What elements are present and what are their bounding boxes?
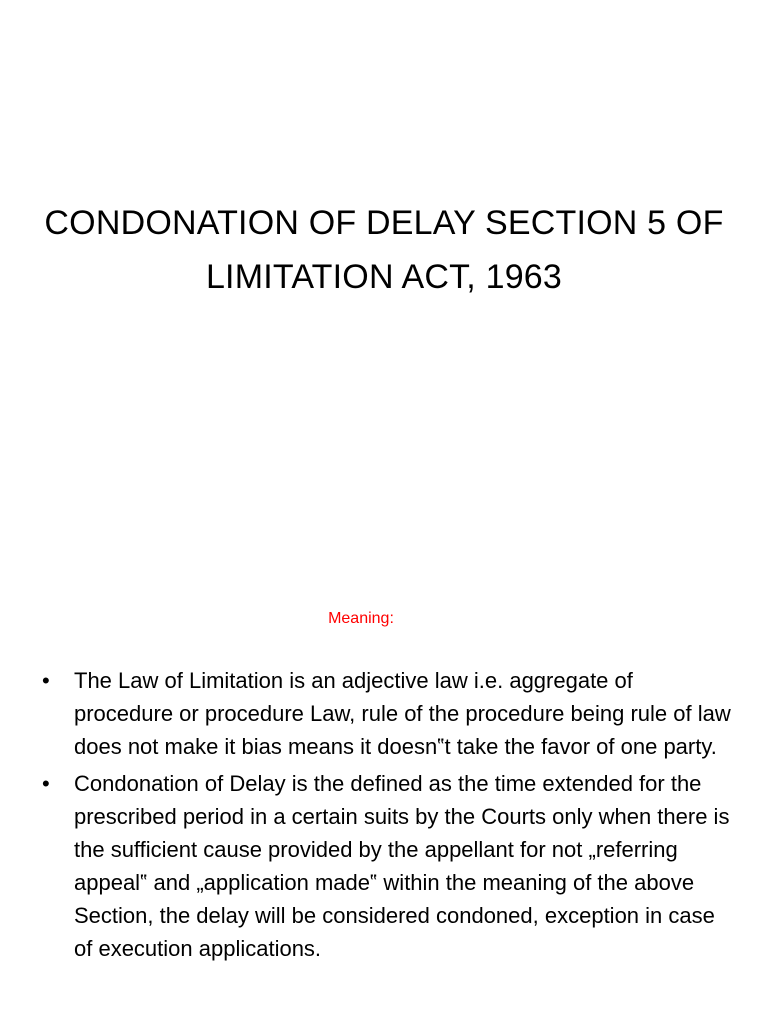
meaning-label: Meaning:: [328, 610, 394, 627]
bullet-item: [42, 664, 732, 763]
slide-title: CONDONATION OF DELAY SECTION 5 OF LIMITATION ACT, 1963: [44, 204, 724, 296]
bullet-item: [42, 767, 732, 965]
bullet-text: Condonation of Delay is the defined as the time extended for the prescribed period in a certain suits by the Courts only when there is the sufficient cause provided by the appellant for not „referring appeal‟ and „application made‟ within the meaning of the above Section, the delay will be considered condoned, exception in case of execution applications.: [74, 771, 730, 961]
bullet-icon: •: [42, 771, 50, 796]
bullet-list: [42, 664, 732, 969]
bullet-icon: •: [42, 668, 50, 693]
bullet-text: The Law of Limitation is an adjective law i.e. aggregate of procedure or procedure Law, rule of the procedure being rule of law does not make it bias means it doesn‟t take the favor of one party.: [74, 668, 731, 759]
